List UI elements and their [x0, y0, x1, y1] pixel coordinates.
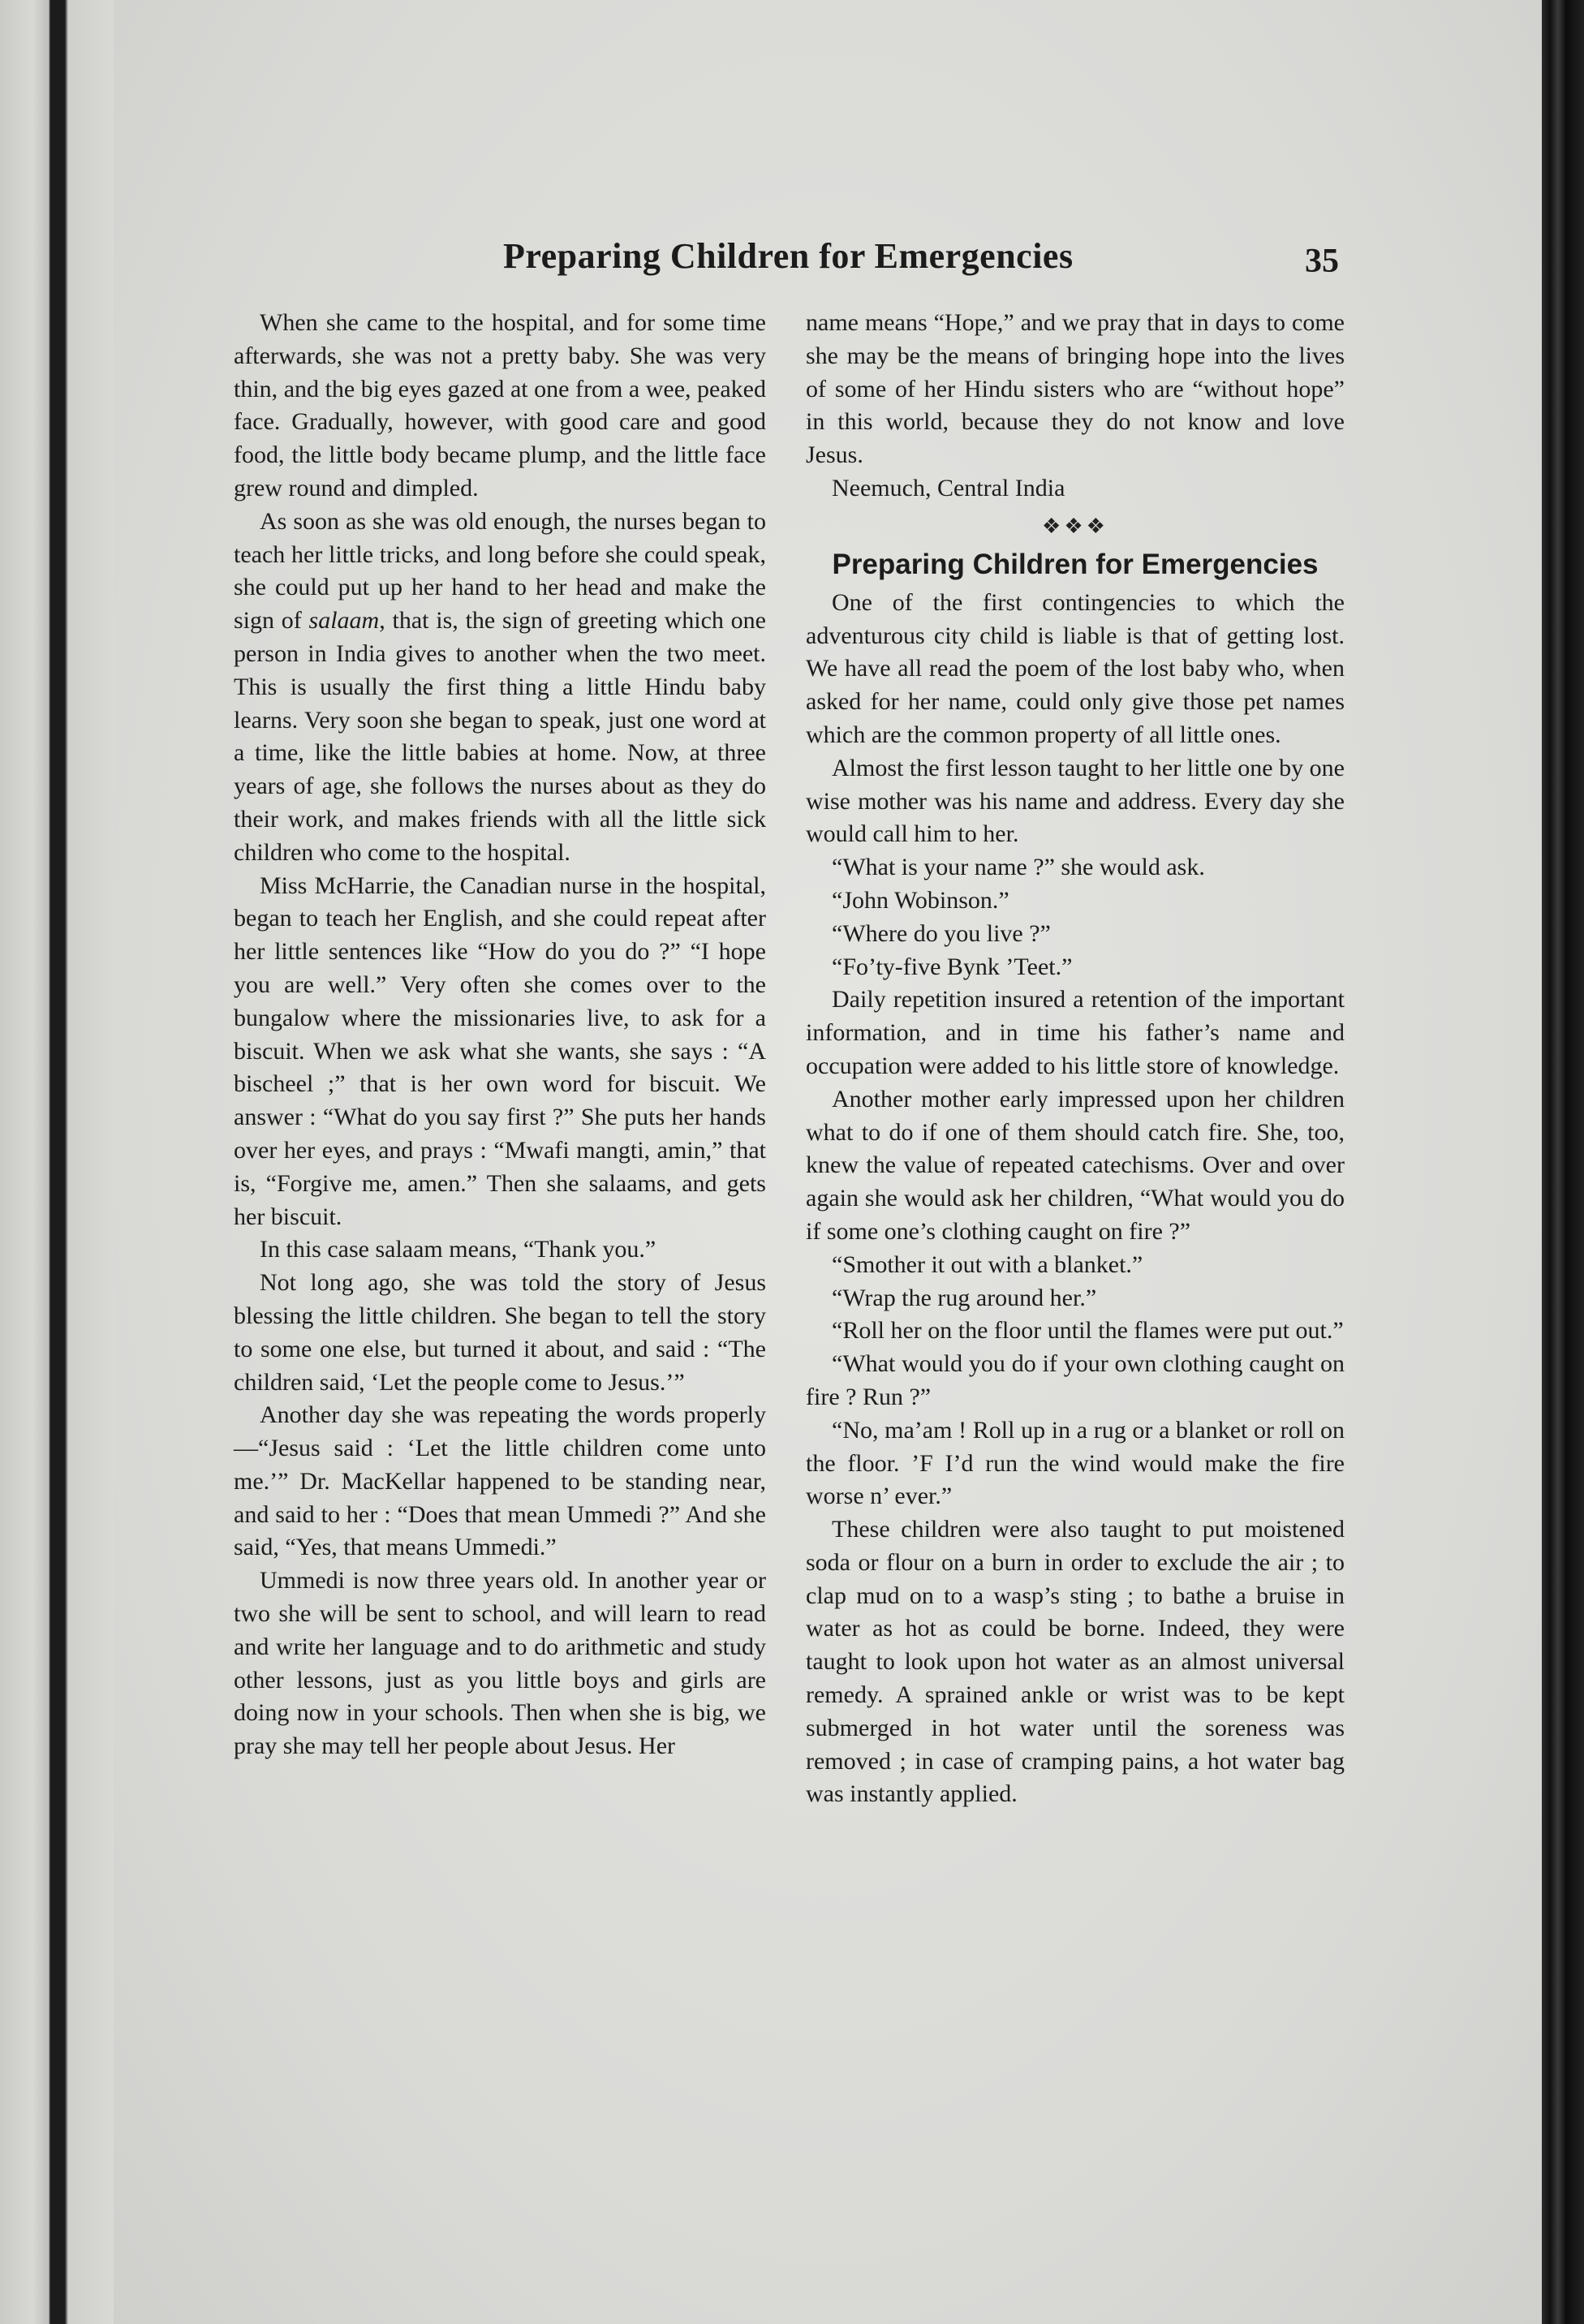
paragraph: Another mother early impressed upon her children what to do if one of them should catch fire. She, too, knew the value of repeated catechisms. Over and over again she would ask her children, “What would you do if some one’s clothing caught on fire ?”	[806, 1085, 1345, 1245]
signature-line: Neemuch, Central India	[832, 474, 1065, 501]
italic-word: salaam	[308, 607, 380, 635]
paragraph-text: the sign of greeting which one person in India gives to another when the two meet. This is usually the first thing a little Hindu baby learns. Very soon she began to speak, just one word at a time, like the little babies at home. Now, at three years of age, she follows the nurses about as they do their work, and makes friends with all the little sick children who come to the hospital.	[234, 607, 767, 866]
page	[114, 0, 1542, 2324]
dialogue-line: “What would you do if your own clothing caught on fire ? Run ?”	[806, 1350, 1345, 1410]
dialogue-line: “Where do you live ?”	[832, 919, 1051, 947]
paragraph: Not long ago, she was told the story of Jesus blessing the little children. She began to tell the story to some one else, but turned it about, and said : “The children said, ‘Let the people come to Jesus.’”	[234, 1269, 766, 1396]
dialogue-line: “Smother it out with a blanket.”	[832, 1250, 1143, 1278]
dialogue-line: “No, ma’am ! Roll up in a rug or a blanket or roll on the floor. ’F I’d run the wind would make the fire worse n’ ever.”	[806, 1416, 1345, 1510]
dialogue-line: “Wrap the rug around her.”	[832, 1284, 1097, 1311]
dialogue-line: “John Wobinson.”	[832, 886, 1009, 914]
dialogue-line: “What is your name ?” she would ask.	[832, 854, 1205, 881]
paragraph-text: As soon as she was old enough, the nurses began to teach her little tricks, and long before she could speak, she could put up her hand to her head and make the sign of	[234, 507, 766, 635]
running-title: Preparing Children for Emergencies	[503, 236, 1074, 276]
paragraph: Another day she was repeating the words properly—“Jesus said : ‘Let the little children come unto me.’” Dr. MacKellar happened to be standing near, and said to her : “Does that mean Ummedi ?” And she said, “Yes, that means Ummedi.”	[234, 1401, 766, 1561]
page-number: 35	[1305, 243, 1339, 280]
dialogue-line: “Fo’ty-five Bynk ’Teet.”	[832, 953, 1073, 980]
book-spine-edge	[1542, 0, 1584, 2324]
paragraph: Ummedi is now three years old. In another year or two she will be sent to school, and will learn to read and write her language and to do arithmetic and study other lessons, just as you little boys and girls are doing now in your schools. Then when she is big, we pray she may tell her people about Jesus. Her	[234, 1567, 766, 1760]
facing-page-edge	[0, 0, 114, 2324]
paragraph-text: , that is,	[379, 607, 458, 635]
paragraph: Daily repetition insured a retention of the important information, and in time his father’s name and occupation were added to his little store of knowledge.	[806, 986, 1345, 1079]
right-column	[806, 307, 1345, 1811]
left-column	[234, 307, 766, 1763]
paragraph: When she came to the hospital, and for some time afterwards, she was not a pretty baby. She was very thin, and the big eyes gazed at one from a wee, peaked face. Gradually, however, with good care and good food, the little body became plump, and the little face grew round and dimpled.	[234, 309, 766, 501]
paragraph: These children were also taught to put moistened soda or flour on a burn in order to exclude the air ; to clap mud on to a wasp’s sting ; to bathe a bruise in water as hot as could be borne. Indeed, they were taught to look upon hot water as an almost universal remedy. A sprained ankle or wrist was to be kept submerged in hot water until the soreness was removed ; in case of cramping pains, a hot water bag was instantly applied.	[806, 1516, 1345, 1808]
dialogue-line: “Roll her on the floor until the flames were put out.”	[832, 1317, 1344, 1345]
paragraph-salaam	[234, 506, 766, 870]
paragraph: Almost the first lesson taught to her little one by one wise mother was his name and address. Every day she would call him to her.	[806, 754, 1345, 848]
ornament-divider: ❖❖❖	[1042, 514, 1108, 538]
paragraph: One of the first contingencies to which the adventurous city child is liable is that of getting lost. We have all read the poem of the lost baby who, when asked for her name, could only give those pet names which are the common property of all little ones.	[806, 588, 1345, 748]
paragraph: Miss McHarrie, the Canadian nurse in the hospital, began to teach her English, and she could repeat after her little sentences like “How do you do ?” “I hope you are well.” Very often she comes over to the bungalow where the missionaries live, to ask for a biscuit. When we ask what she wants, she says : “A bischeel ;” that is her own word for biscuit. We answer : “What do you say first ?” She puts her hands over her eyes, and prays : “Mwafi mangti, amin,” that is, “Forgive me, amen.” Then she salaams, and gets her biscuit.	[234, 872, 766, 1230]
paragraph: In this case salaam means, “Thank you.”	[260, 1236, 656, 1263]
continuation-paragraph: name means “Hope,” and we pray that in days to come she may be the means of bringing hope into the lives of some of her Hindu sisters who are “without hope” in this world, because they do not know and love Jesus.	[806, 309, 1345, 469]
article-title: Preparing Children for Emergencies	[832, 548, 1319, 580]
running-head	[114, 235, 1542, 284]
